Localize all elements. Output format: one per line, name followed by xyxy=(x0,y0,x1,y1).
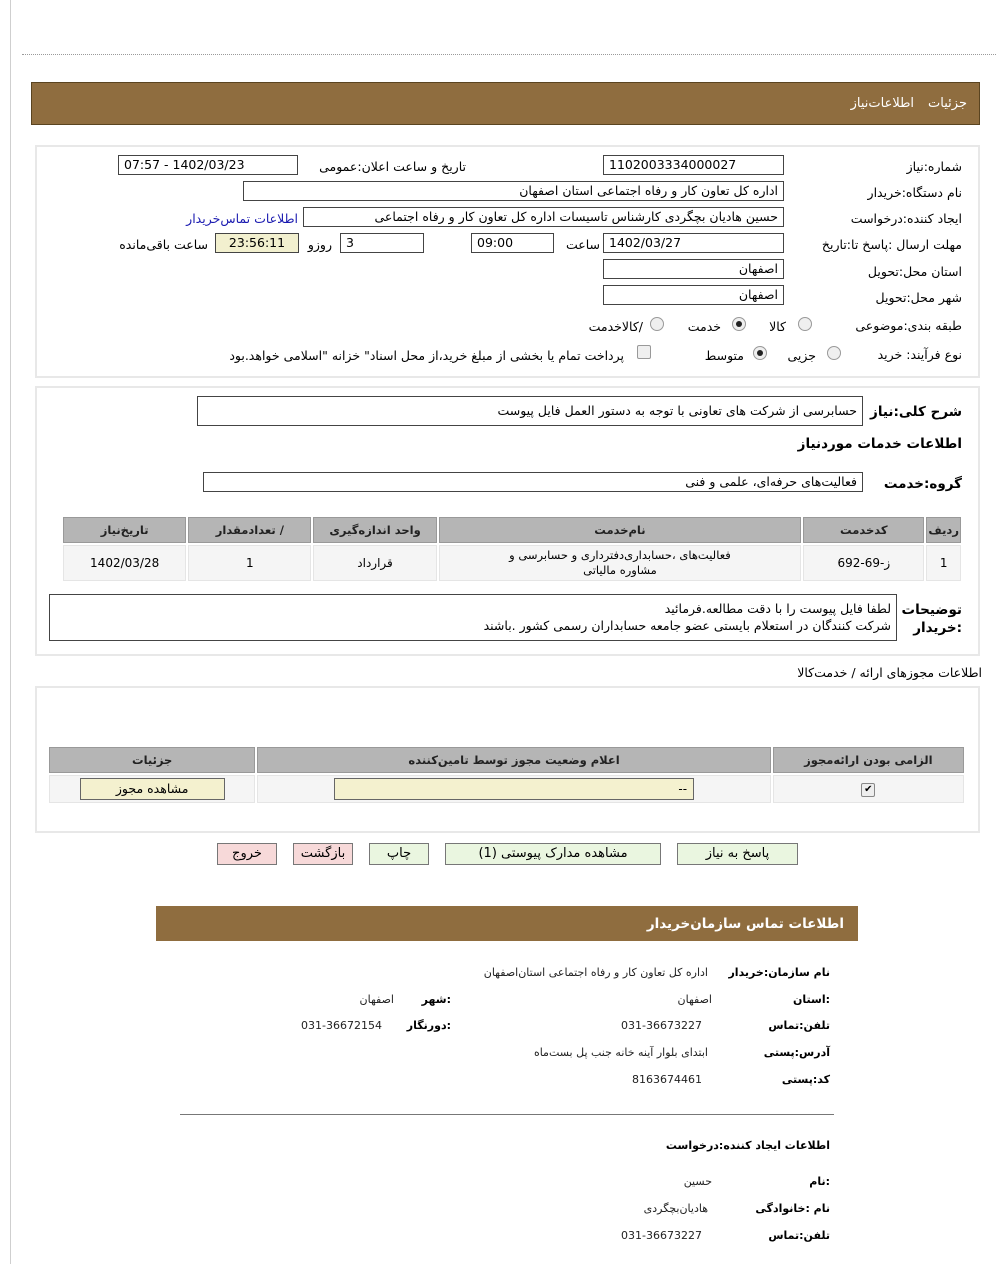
days-label: روزو xyxy=(307,237,332,252)
process-medium-radio[interactable] xyxy=(753,346,767,360)
city-label: :شهر xyxy=(421,993,451,1006)
left-border-line xyxy=(10,0,11,1264)
col-quantity: / تعدادمقدار xyxy=(188,517,311,543)
table-row xyxy=(63,545,961,581)
deadline-date-field: 1402/03/27 xyxy=(603,233,784,253)
cell-quantity: 1 xyxy=(188,545,311,581)
remaining-time-field: 23:56:11 xyxy=(215,233,299,253)
license-required-checkbox[interactable]: ✔ xyxy=(861,783,875,797)
org-name-value: اداره کل تعاون کار و رفاه اجتماعی استان‌اصفهان xyxy=(483,966,708,979)
license-table xyxy=(47,745,966,805)
cell-license-required xyxy=(773,775,964,803)
category-both-radio[interactable] xyxy=(650,317,664,331)
service-group-field: فعالیت‌های حرفه‌ای، علمی و فنی xyxy=(203,472,863,492)
buyer-org-field: اداره کل تعاون کار و رفاه اجتماعی استان اصفهان xyxy=(243,181,784,201)
category-label: طبقه بندی:موضوعی xyxy=(855,318,962,333)
view-license-button[interactable]: مشاهده مجوز xyxy=(80,778,225,800)
deadline-time-label: ساعت xyxy=(565,237,600,252)
postal-code-value: 8163674461 xyxy=(632,1073,702,1086)
days-field: 3 xyxy=(340,233,424,253)
col-license-required: الزامی بودن ارائه‌مجوز xyxy=(773,747,964,773)
cell-service-name xyxy=(439,545,802,581)
province-label: :استان xyxy=(793,993,830,1006)
service-name-line-1: فعالیت‌های ،حسابداری‌دفترداری و حسابرسی و xyxy=(509,548,731,562)
announce-date-label: تاریخ و ساعت اعلان:عمومی xyxy=(319,159,466,174)
cell-need-date: 1402/03/28 xyxy=(63,545,186,581)
license-table-header xyxy=(49,747,964,773)
license-section-title: اطلاعات مجوزهای ارائه / خدمت‌کالا xyxy=(797,665,982,680)
creator-phone-value: 031-36673227 xyxy=(621,1229,702,1242)
delivery-province-label: استان محل:تحویل xyxy=(867,264,962,279)
buyer-notes-line-1: لطفا فایل پیوست را با دقت مطالعه.فرمائید xyxy=(664,601,891,616)
buyer-notes-label-2: :خریدار xyxy=(913,620,962,636)
address-value: ابتدای بلوار آینه خانه جنب پل بست‌ماه xyxy=(533,1046,708,1059)
col-service-code: کدخدمت xyxy=(803,517,924,543)
category-service-label: خدمت xyxy=(687,319,721,334)
license-status-field[interactable]: -- xyxy=(334,778,694,800)
creator-label: ایجاد کننده:درخواست xyxy=(850,211,962,226)
back-button[interactable]: بازگشت xyxy=(293,843,353,865)
address-label: آدرس:پستی xyxy=(763,1046,830,1059)
cell-license-status xyxy=(257,775,770,803)
services-table xyxy=(61,515,963,583)
announce-date-field: 1402/03/23 - 07:57 xyxy=(118,155,298,175)
city-value: اصفهان xyxy=(359,993,394,1006)
process-medium-label: متوسط xyxy=(704,348,744,363)
top-divider xyxy=(22,54,996,55)
service-name-line-2: مشاوره مالیاتی xyxy=(583,563,657,577)
creator-phone-label: تلفن:تماس xyxy=(768,1229,830,1242)
process-type-label: نوع فرآیند: خرید xyxy=(877,347,962,362)
cell-license-details xyxy=(49,775,255,803)
cell-unit: قرارداد xyxy=(313,545,436,581)
buyer-contact-title: اطلاعات تماس سازمان‌خریدار xyxy=(646,915,844,932)
treasury-payment-checkbox[interactable] xyxy=(637,345,651,359)
phone-label: تلفن:تماس xyxy=(768,1019,830,1032)
creator-field: حسین هادیان بچگردی کارشناس تاسیسات اداره کل تعاون کار و رفاه اجتماعی xyxy=(303,207,784,227)
org-name-label: نام سازمان:خریدار xyxy=(728,966,830,979)
process-partial-radio[interactable] xyxy=(827,346,841,360)
col-service-name: نام‌خدمت xyxy=(439,517,802,543)
view-attachments-button[interactable]: مشاهده مدارک پیوستی (1) xyxy=(445,843,661,865)
col-row-index: ردیف xyxy=(926,517,961,543)
deadline-time-field: 09:00 xyxy=(471,233,554,253)
col-license-status: اعلام وضعیت مجوز توسط تامین‌کننده xyxy=(257,747,770,773)
general-description-field: حسابرسی از شرکت های تعاونی با توجه به دستور العمل فایل پیوست xyxy=(197,396,863,426)
buyer-notes-line-2: شرکت کنندگان در استعلام بایستی عضو جامعه حسابداران رسمی کشور .باشند xyxy=(483,618,891,633)
fax-label: :دورنگار xyxy=(406,1019,451,1032)
contact-divider xyxy=(180,1114,834,1115)
print-button[interactable]: چاپ xyxy=(369,843,429,865)
col-need-date: تاریخ‌نیاز xyxy=(63,517,186,543)
delivery-city-label: شهر محل:تحویل xyxy=(875,290,962,305)
deadline-label: مهلت ارسال :پاسخ تا:تاریخ xyxy=(821,237,962,252)
category-goods-label: کالا xyxy=(769,319,786,334)
creator-family-label: نام :خانوادگی xyxy=(755,1202,830,1215)
col-license-details: جزئیات xyxy=(49,747,255,773)
category-both-label: /کالاخدمت xyxy=(588,319,643,334)
fax-value: 031-36672154 xyxy=(301,1019,382,1032)
tab-details[interactable]: جزئیات xyxy=(928,96,967,111)
buyer-contact-header xyxy=(156,906,858,941)
cell-service-code: ز-69-692 xyxy=(803,545,924,581)
col-unit: واحد اندازه‌گیری xyxy=(313,517,436,543)
phone-value: 031-36673227 xyxy=(621,1019,702,1032)
creator-name-label: :نام xyxy=(809,1175,830,1188)
services-table-header xyxy=(63,517,961,543)
remaining-time-label: ساعت باقی‌مانده xyxy=(119,237,208,252)
creator-name-value: حسین xyxy=(683,1175,712,1188)
tab-need-info[interactable]: اطلاعات‌نیاز xyxy=(850,96,915,111)
table-row xyxy=(49,775,964,803)
general-description-label: شرح کلی:نیاز xyxy=(870,404,962,420)
delivery-city-field: اصفهان xyxy=(603,285,784,305)
process-partial-label: جزیی xyxy=(787,348,816,363)
cell-row-index: 1 xyxy=(926,545,961,581)
creator-family-value: هادیان‌بچگردی xyxy=(643,1202,708,1215)
services-section-title: اطلاعات خدمات موردنیاز xyxy=(797,436,962,452)
postal-code-label: کد:پستی xyxy=(781,1073,830,1086)
buyer-notes-field xyxy=(49,594,897,641)
treasury-payment-note: پرداخت تمام یا بخشی از مبلغ خرید،از محل اسناد" خزانه "اسلامی خواهد.بود xyxy=(229,348,624,363)
exit-button[interactable]: خروج xyxy=(217,843,277,865)
need-info-panel xyxy=(35,145,980,378)
delivery-province-field: اصفهان xyxy=(603,259,784,279)
reply-button[interactable]: پاسخ به نیاز xyxy=(677,843,798,865)
buyer-contact-link[interactable]: اطلاعات تماس‌خریدار xyxy=(186,211,298,226)
service-group-label: گروه:خدمت xyxy=(883,476,962,492)
buyer-org-label: نام دستگاه:خریدار xyxy=(867,185,962,200)
creator-info-title: اطلاعات ایجاد کننده:درخواست xyxy=(665,1139,830,1152)
category-goods-radio[interactable] xyxy=(798,317,812,331)
category-service-radio[interactable] xyxy=(732,317,746,331)
province-value: اصفهان xyxy=(677,993,712,1006)
need-number-label: شماره:نیاز xyxy=(906,159,962,174)
page-header xyxy=(31,82,980,125)
need-number-field: 1102003334000027 xyxy=(603,155,784,175)
buyer-notes-label-1: توضیحات xyxy=(901,602,962,618)
